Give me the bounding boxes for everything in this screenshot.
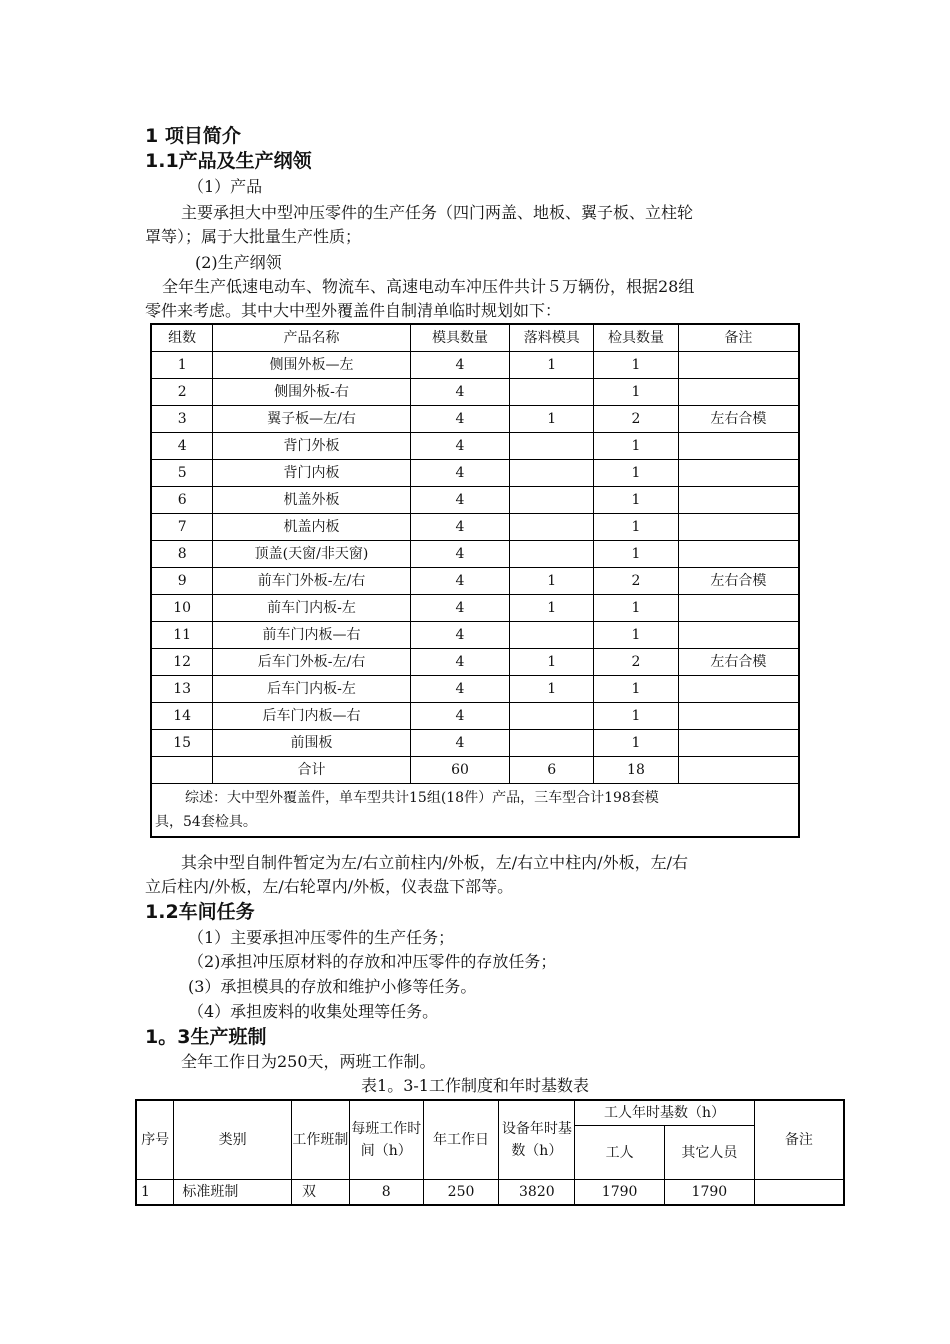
- table-row: [151, 487, 799, 514]
- table-cell: 1: [594, 676, 679, 703]
- section-1-title: 1 项目简介: [145, 125, 241, 147]
- paragraph-line: 全年生产低速电动车、物流车、高速电动车冲压件共计５万辆份，根据28组: [162, 277, 695, 296]
- table-row: [151, 379, 799, 406]
- table-cell: 1: [151, 352, 213, 379]
- table-cell: 11: [151, 622, 213, 649]
- list-item: （4）承担废料的收集处理等任务。: [188, 1002, 439, 1021]
- table-cell: 1: [510, 649, 594, 676]
- table-row: [151, 433, 799, 460]
- section-1-2-title: 1.2车间任务: [145, 901, 255, 923]
- table-cell: [678, 352, 799, 379]
- table-cell: [754, 1180, 844, 1206]
- table-cell: 3: [151, 406, 213, 433]
- total-cell: 6: [510, 757, 594, 784]
- parts-table: [150, 323, 800, 838]
- table-cell: [678, 514, 799, 541]
- header-cell: 检具数量: [594, 324, 679, 352]
- header-cell: 工人年时基数（h）: [575, 1100, 755, 1126]
- table-cell: 1: [594, 595, 679, 622]
- table-cell: 6: [151, 487, 213, 514]
- note-line: 具，54套检具。: [155, 814, 257, 830]
- table-cell: 10: [151, 595, 213, 622]
- table-cell: 12: [151, 649, 213, 676]
- table-cell: 4: [410, 649, 510, 676]
- table-cell: 标准班制: [174, 1180, 292, 1206]
- table-cell: 双: [291, 1180, 349, 1206]
- paragraph-line: 罩等）；属于大批量生产性质；: [145, 227, 362, 246]
- header-cell: 设备年时基数（h）: [499, 1100, 575, 1180]
- table-cell: 4: [151, 433, 213, 460]
- table-cell: [510, 487, 594, 514]
- table-cell: [678, 703, 799, 730]
- table-cell: 8: [349, 1180, 423, 1206]
- table-cell: [678, 595, 799, 622]
- table-cell: 4: [410, 460, 510, 487]
- table-row: [151, 730, 799, 757]
- table-row: [151, 460, 799, 487]
- table-cell: 1: [510, 595, 594, 622]
- table-cell: 4: [410, 676, 510, 703]
- table-cell: 1: [510, 568, 594, 595]
- table-cell: 左右合模: [678, 406, 799, 433]
- total-cell: 18: [594, 757, 679, 784]
- table-cell: 前车门内板—右: [213, 622, 410, 649]
- total-cell: [151, 757, 213, 784]
- table-cell: [510, 703, 594, 730]
- table-cell: 2: [594, 568, 679, 595]
- header-cell: 组数: [151, 324, 213, 352]
- table-cell: 4: [410, 595, 510, 622]
- header-cell: 工人: [575, 1126, 665, 1180]
- subheading-production-program: (2)生产纲领: [195, 253, 282, 272]
- table-cell: 4: [410, 433, 510, 460]
- header-cell: 工作班制: [291, 1100, 349, 1180]
- table-row: [151, 703, 799, 730]
- table-cell: 左右合模: [678, 649, 799, 676]
- table-cell: 后车门内板-左: [213, 676, 410, 703]
- header-cell: 每班工作时间（h）: [349, 1100, 423, 1180]
- table-cell: 左右合模: [678, 568, 799, 595]
- table-cell: 7: [151, 514, 213, 541]
- table-cell: [510, 730, 594, 757]
- header-cell: 类别: [174, 1100, 292, 1180]
- table-cell: 4: [410, 703, 510, 730]
- table-cell: [510, 460, 594, 487]
- table-row: [136, 1180, 844, 1206]
- table-cell: 1790: [575, 1180, 665, 1206]
- table-cell: 1: [594, 514, 679, 541]
- table-cell: 1: [594, 487, 679, 514]
- table-cell: 4: [410, 487, 510, 514]
- total-cell: [678, 757, 799, 784]
- table-cell: 1790: [665, 1180, 755, 1206]
- table-cell: 1: [510, 406, 594, 433]
- table-total-row: [151, 757, 799, 784]
- table-cell: 8: [151, 541, 213, 568]
- table-cell: 2: [594, 406, 679, 433]
- header-cell: 模具数量: [410, 324, 510, 352]
- table-cell: 4: [410, 514, 510, 541]
- table-cell: 后车门内板—右: [213, 703, 410, 730]
- table-cell: 后车门外板-左/右: [213, 649, 410, 676]
- paragraph-line: 立后柱内/外板，左/右轮罩内/外板，仪表盘下部等。: [145, 877, 514, 896]
- table-cell: 前围板: [213, 730, 410, 757]
- table-caption: 表1。3-1工作制度和年时基数表: [361, 1076, 589, 1095]
- header-cell: 序号: [136, 1100, 174, 1180]
- table-cell: [678, 730, 799, 757]
- table-cell: [678, 487, 799, 514]
- header-cell: 产品名称: [213, 324, 410, 352]
- note-line: 综述：大中型外覆盖件，单车型共计15组(18件）产品，三车型合计198套模: [185, 790, 659, 806]
- table-cell: 机盖内板: [213, 514, 410, 541]
- table-cell: 13: [151, 676, 213, 703]
- table-cell: [678, 379, 799, 406]
- header-cell: 年工作日: [423, 1100, 499, 1180]
- table-cell: 翼子板—左/右: [213, 406, 410, 433]
- table-cell: 1: [594, 460, 679, 487]
- table-cell: [678, 433, 799, 460]
- header-cell: 落料模具: [510, 324, 594, 352]
- table-cell: 顶盖(天窗/非天窗): [213, 541, 410, 568]
- subheading-product: （1）产品: [188, 177, 263, 196]
- table-header-row: [151, 324, 799, 352]
- table-cell: 1: [594, 730, 679, 757]
- table-cell: 1: [594, 379, 679, 406]
- work-schedule-table: [135, 1099, 845, 1206]
- table-cell: [510, 541, 594, 568]
- table-cell: 机盖外板: [213, 487, 410, 514]
- table-row: [151, 541, 799, 568]
- table-cell: 9: [151, 568, 213, 595]
- table-cell: 1: [136, 1180, 174, 1206]
- table-cell: [678, 541, 799, 568]
- table-cell: 4: [410, 352, 510, 379]
- table-cell: 1: [594, 433, 679, 460]
- total-cell: 60: [410, 757, 510, 784]
- table-cell: 4: [410, 730, 510, 757]
- table-cell: 3820: [499, 1180, 575, 1206]
- list-item: （1）主要承担冲压零件的生产任务；: [188, 928, 455, 947]
- table-cell: 2: [151, 379, 213, 406]
- table-cell: 1: [594, 622, 679, 649]
- table-cell: 4: [410, 379, 510, 406]
- header-cell: 备注: [678, 324, 799, 352]
- table-header-row: [136, 1100, 844, 1126]
- section-1-3-title: 1。3生产班制: [145, 1026, 267, 1048]
- header-cell: 其它人员: [665, 1126, 755, 1180]
- table-row: [151, 352, 799, 379]
- table-cell: [510, 433, 594, 460]
- paragraph-line: 其余中型自制件暂定为左/右立前柱内/外板，左/右立中柱内/外板，左/右: [181, 853, 688, 872]
- table-cell: 侧围外板-右: [213, 379, 410, 406]
- paragraph-line: 零件来考虑。其中大中型外覆盖件自制清单临时规划如下：: [145, 301, 562, 320]
- table-note: [151, 784, 799, 838]
- table-row: [151, 568, 799, 595]
- table-cell: 4: [410, 406, 510, 433]
- paragraph-line: 主要承担大中型冲压零件的生产任务（四门两盖、地板、翼子板、立柱轮: [181, 203, 694, 222]
- table-note-row: [151, 784, 799, 838]
- table-cell: 2: [594, 649, 679, 676]
- table-cell: 1: [594, 352, 679, 379]
- table-cell: 前车门外板-左/右: [213, 568, 410, 595]
- table-row: [151, 595, 799, 622]
- table-cell: 背门外板: [213, 433, 410, 460]
- table-row: [151, 676, 799, 703]
- table-cell: 1: [594, 703, 679, 730]
- table-cell: [678, 460, 799, 487]
- table-cell: [510, 379, 594, 406]
- table-cell: 1: [594, 541, 679, 568]
- table-cell: 1: [510, 676, 594, 703]
- table-cell: 14: [151, 703, 213, 730]
- table-cell: 5: [151, 460, 213, 487]
- table-cell: [678, 676, 799, 703]
- table-row: [151, 649, 799, 676]
- table-cell: 4: [410, 568, 510, 595]
- table-cell: 侧围外板—左: [213, 352, 410, 379]
- header-cell: 备注: [754, 1100, 844, 1180]
- section-1-1-title: 1.1产品及生产纲领: [145, 150, 312, 172]
- table-cell: [510, 514, 594, 541]
- table-cell: 15: [151, 730, 213, 757]
- table-cell: 1: [510, 352, 594, 379]
- table-cell: 250: [423, 1180, 499, 1206]
- table-cell: 背门内板: [213, 460, 410, 487]
- table-cell: [678, 622, 799, 649]
- list-item: （2)承担冲压原材料的存放和冲压零件的存放任务；: [188, 952, 557, 971]
- table-cell: 4: [410, 541, 510, 568]
- table-row: [151, 622, 799, 649]
- paragraph-line: 全年工作日为250天，两班工作制。: [181, 1052, 436, 1071]
- table-cell: 4: [410, 622, 510, 649]
- table-row: [151, 514, 799, 541]
- table-row: [151, 406, 799, 433]
- total-cell: 合计: [213, 757, 410, 784]
- table-cell: 前车门内板-左: [213, 595, 410, 622]
- table-cell: [510, 622, 594, 649]
- list-item: (3）承担模具的存放和维护小修等任务。: [188, 977, 477, 996]
